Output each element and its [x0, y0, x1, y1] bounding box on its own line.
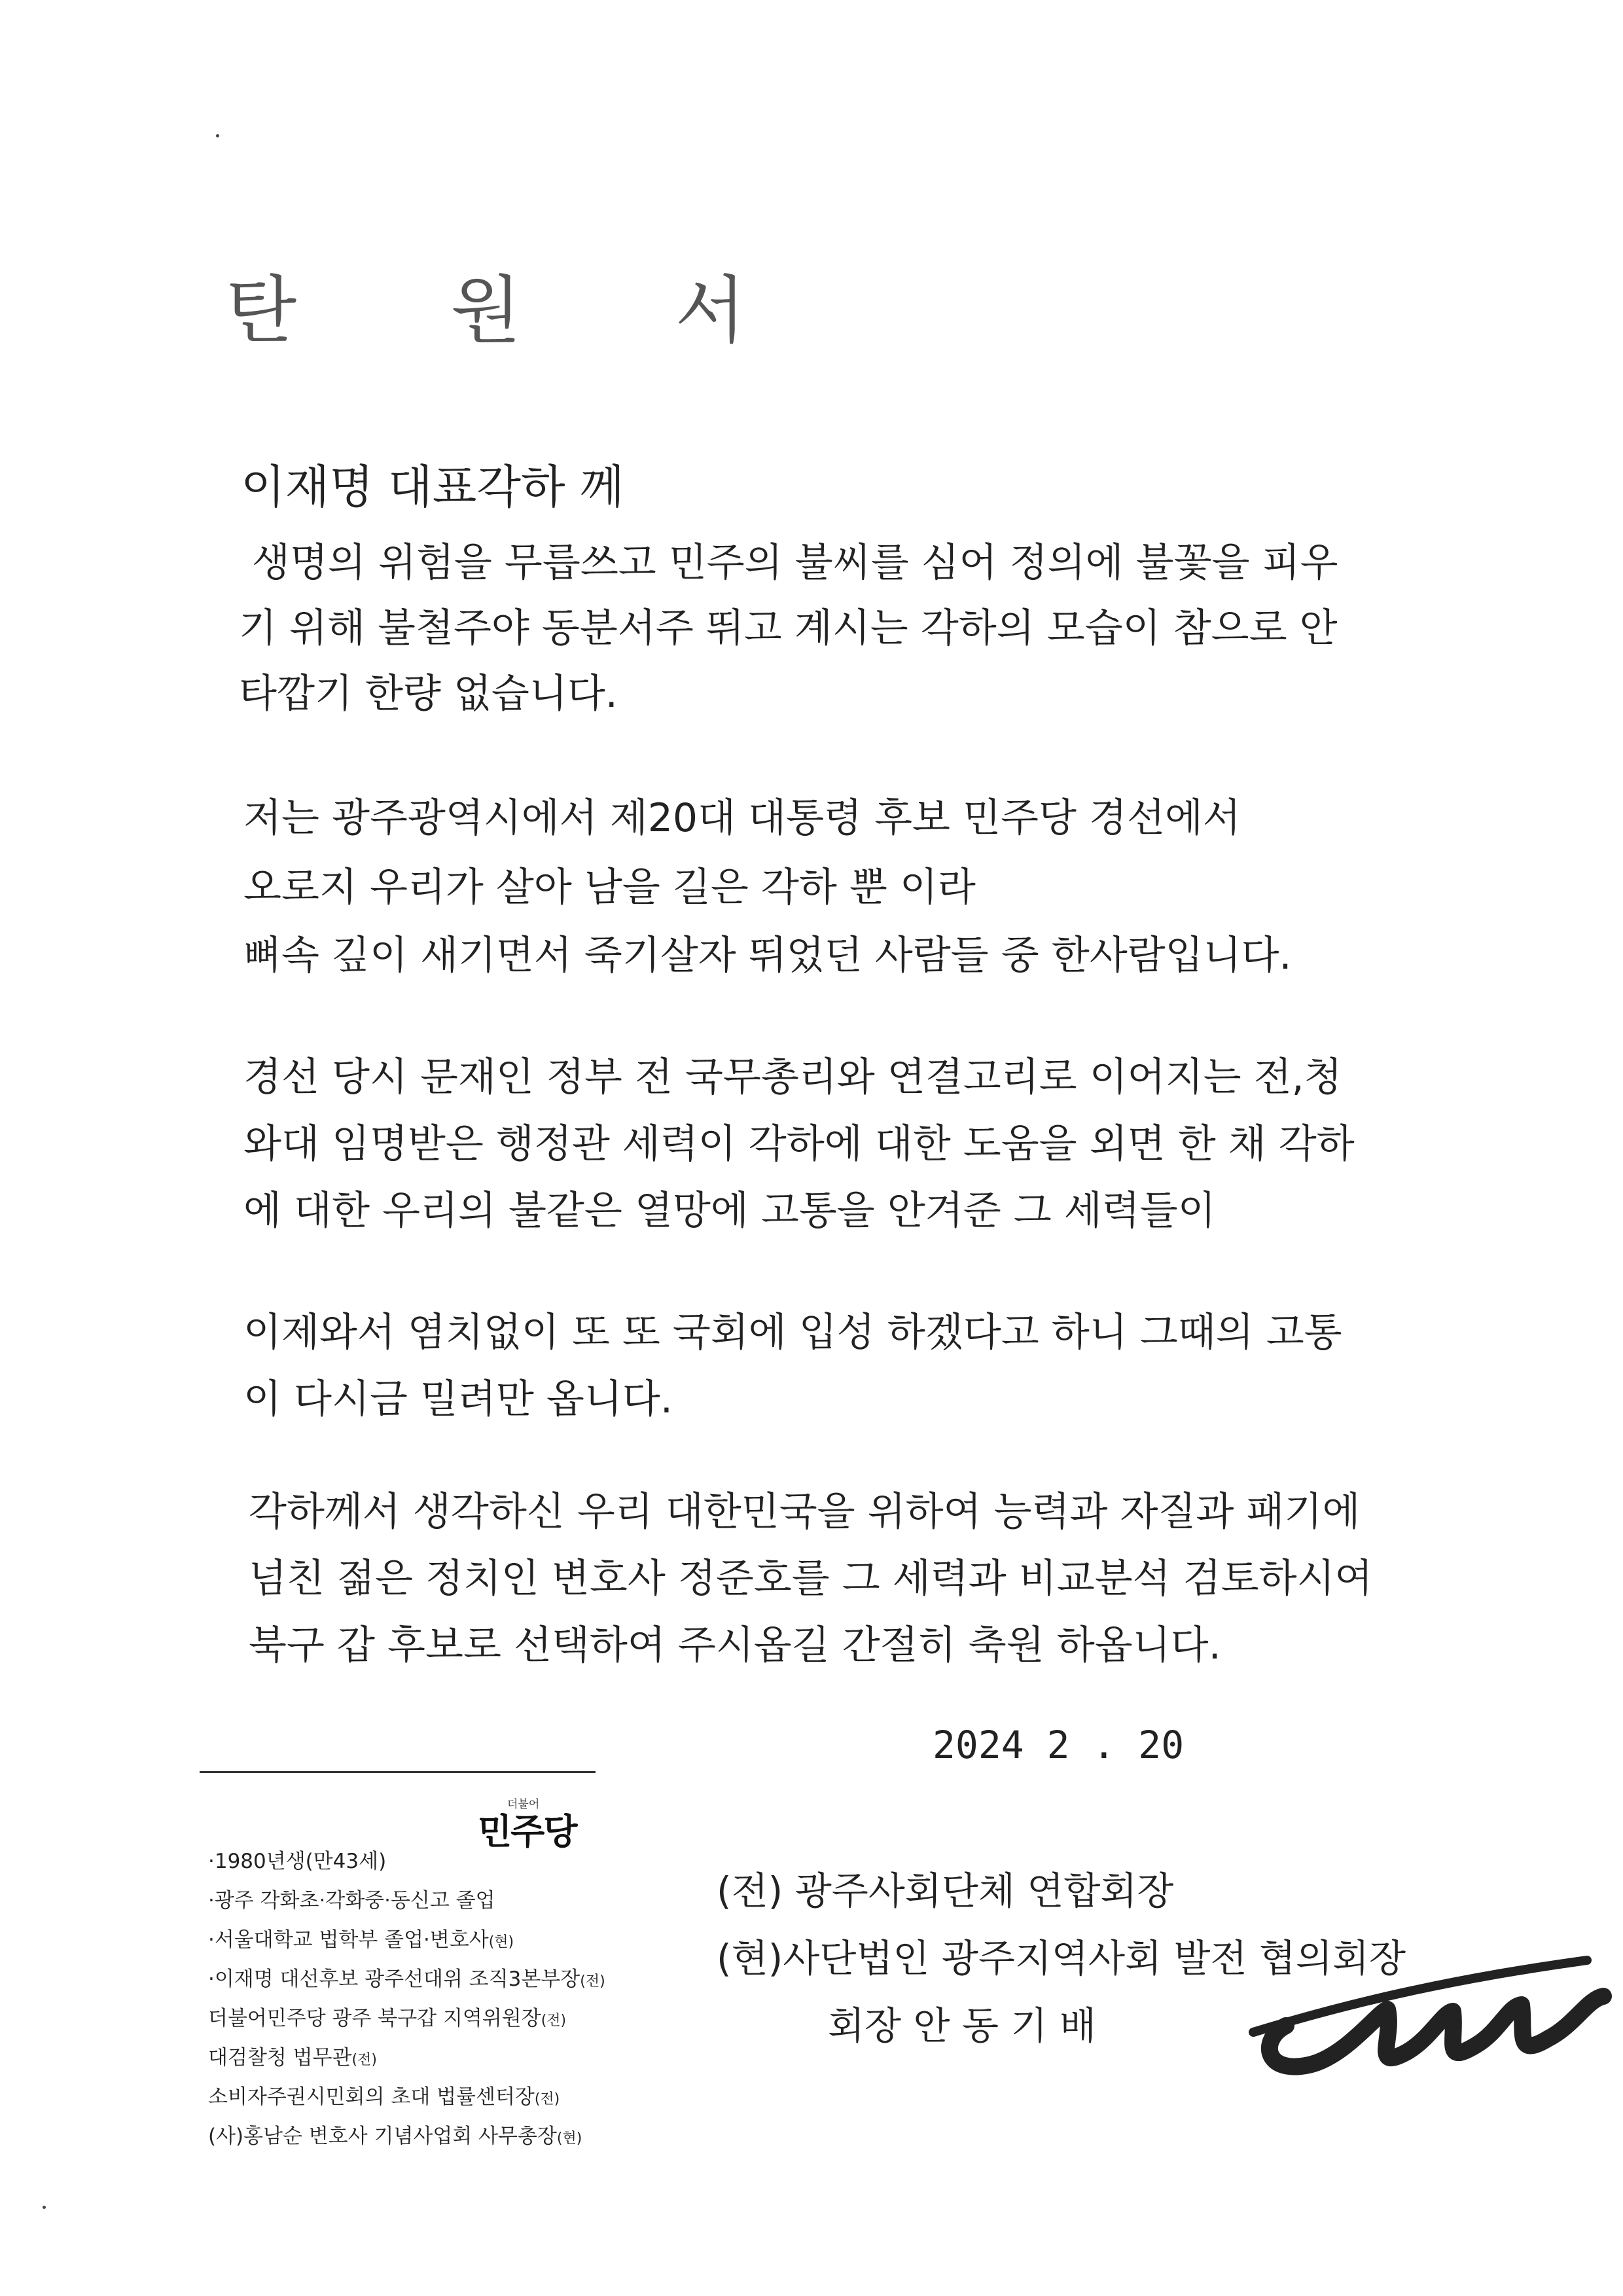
title-char: 탄	[226, 268, 297, 353]
signatory-line-current: (현)사단법인 광주지역사회 발전 협의회장	[717, 1936, 1406, 1981]
profile-item: ·이재명 대선후보 광주선대위 조직3본부장(전)	[208, 1967, 605, 1991]
logo-big-text: 민주당	[478, 1811, 577, 1852]
body-line: 북구 갑 후보로 선택하여 주시옵길 간절히 축원 하옵니다.	[249, 1623, 1221, 1668]
document-date: 2024 2 . 20	[933, 1723, 1185, 1767]
body-line: 이 다시금 밀려만 옵니다.	[243, 1376, 673, 1422]
body-line: 생명의 위험을 무릅쓰고 민주의 불씨를 심어 정의에 불꽃을 피우	[252, 540, 1338, 586]
handwritten-signature	[1247, 1934, 1613, 2085]
body-line: 각하께서 생각하신 우리 대한민국을 위하여 능력과 자질과 패기에	[249, 1489, 1361, 1535]
profile-item: 소비자주권시민회의 초대 법률센터장(전)	[208, 2085, 560, 2109]
profile-item: ·서울대학교 법학부 졸업·변호사(현)	[208, 1928, 514, 1952]
document-title	[226, 252, 746, 357]
title-char: 서	[675, 268, 746, 353]
body-line: 저는 광주광역시에서 제20대 대통령 후보 민주당 경선에서	[243, 795, 1241, 841]
profile-item: ·1980년생(만43세)	[208, 1850, 387, 1873]
party-logo	[478, 1795, 579, 1852]
body-line: 타깝기 한량 없습니다.	[239, 671, 618, 717]
profile-item: (사)홍남순 변호사 기념사업회 사무총장(현)	[208, 2125, 582, 2148]
logo-small-text: 더불어	[507, 1798, 540, 1811]
profile-item: 더불어민주당 광주 북구갑 지역위원장(전)	[208, 2007, 567, 2030]
body-line: 뼈속 깊이 새기면서 죽기살자 뛰었던 사람들 중 한사람입니다.	[243, 933, 1292, 978]
body-line: 경선 당시 문재인 정부 전 국무총리와 연결고리로 이어지는 전,청	[243, 1054, 1342, 1100]
body-line: 넘친 젊은 정치인 변호사 정준호를 그 세력과 비교분석 검토하시여	[249, 1556, 1373, 1602]
profile-separator	[200, 1771, 596, 1773]
profile-item: 대검찰청 법무관(전)	[208, 2046, 377, 2070]
signatory-line-former: (전) 광주사회단체 연합회장	[717, 1869, 1174, 1913]
profile-item: ·광주 각화초·각화중·동신고 졸업	[208, 1889, 495, 1912]
body-line: 와대 임명받은 행정관 세력이 각하에 대한 도움을 외면 한 채 각하	[243, 1121, 1355, 1167]
signatory-name: 회장 안 동 기 배	[828, 2003, 1096, 2048]
addressee: 이재명 대표각하 께	[241, 460, 624, 514]
body-line: 오로지 우리가 살아 남을 길은 각하 뿐 이라	[243, 865, 976, 910]
body-line: 에 대한 우리의 불같은 열망에 고통을 안겨준 그 세력들이	[243, 1188, 1216, 1234]
scan-speck	[43, 2206, 46, 2209]
title-char: 원	[450, 268, 522, 353]
body-line: 기 위해 불철주야 동분서주 뛰고 계시는 각하의 모습이 참으로 안	[239, 605, 1338, 651]
body-line: 이제와서 염치없이 또 또 국회에 입성 하겠다고 하니 그때의 고통	[243, 1310, 1342, 1355]
scan-speck	[216, 134, 219, 137]
